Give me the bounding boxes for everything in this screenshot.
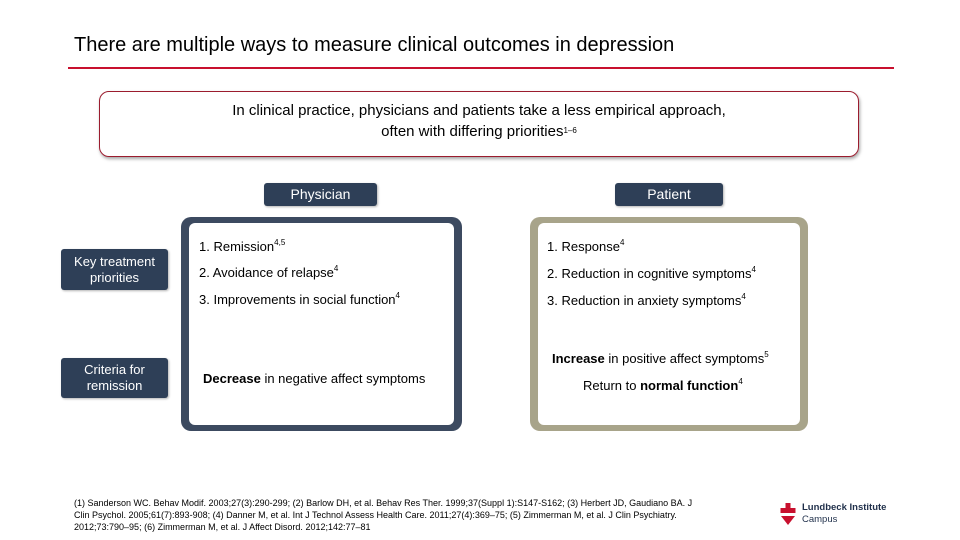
logo-name-line-1: Lundbeck Institute <box>802 502 887 513</box>
references <box>74 497 774 533</box>
logo-name-line-2: Campus <box>802 514 838 525</box>
callout-line-1: In clinical practice, physicians and patients take a less empirical approach, <box>232 102 726 119</box>
page-title: There are multiple ways to measure clinical outcomes in depression <box>74 34 675 56</box>
patient-priority-2: 2. Reduction in cognitive symptoms$^4$ <box>547 265 756 281</box>
physician-priorities-box <box>189 223 454 337</box>
logo-mark-icon <box>780 503 796 525</box>
reference-line: 2012;73:790–95; (6) Zimmerman M, et al. J Affect Disord. 2012;142:77–81 <box>74 522 371 532</box>
patient-remission-criterion-2: Return to normal function$^4$ <box>583 377 743 393</box>
physician-header: Physician <box>264 183 377 206</box>
row-label-remission-criteria: Criteria for remission <box>61 358 168 398</box>
patient-priority-3: 3. Reduction in anxiety symptoms$^4$ <box>547 292 746 308</box>
callout-citation: 1–6 <box>563 126 577 135</box>
callout-line-2: often with differing priorities$^{1-6}$ <box>381 123 577 140</box>
physician-remission-box <box>189 337 454 425</box>
physician-priority-3: 3. Improvements in social function$^4$ <box>199 291 400 307</box>
physician-priority-2: 2. Avoidance of relapse$^4$ <box>199 264 339 280</box>
patient-remission-box <box>538 337 800 425</box>
reference-line: Clin Psychol. 2005;61(7):893-908; (4) Danner M, et al. Int J Technol Assess Health Care. 2011;27(4):369–75; (5) Zimmerman M, et al. J Clin Psychiatry. <box>74 510 677 520</box>
physician-remission-criterion: Decrease in negative affect symptoms <box>203 371 426 386</box>
title-divider <box>68 67 894 69</box>
lundbeck-logo <box>780 501 910 527</box>
summary-callout <box>99 91 859 157</box>
row-label-key-priorities: Key treatment priorities <box>61 249 168 290</box>
patient-priority-1: 1. Response$^4$ <box>547 238 625 254</box>
reference-line: (1) Sanderson WC. Behav Modif. 2003;27(3):290-299; (2) Barlow DH, et al. Behav Res Ther. 1999;37(Suppl 1):S147-S162; (3) Herbert JD, Gaudiano BA. J <box>74 498 693 508</box>
patient-priorities-box <box>538 223 800 337</box>
physician-panel <box>181 217 462 431</box>
patient-panel <box>530 217 808 431</box>
patient-remission-criterion-1: Increase in positive affect symptoms$^5$ <box>552 350 769 366</box>
patient-header: Patient <box>615 183 723 206</box>
physician-priority-1: 1. Remission$^{4,5}$ <box>199 238 286 254</box>
